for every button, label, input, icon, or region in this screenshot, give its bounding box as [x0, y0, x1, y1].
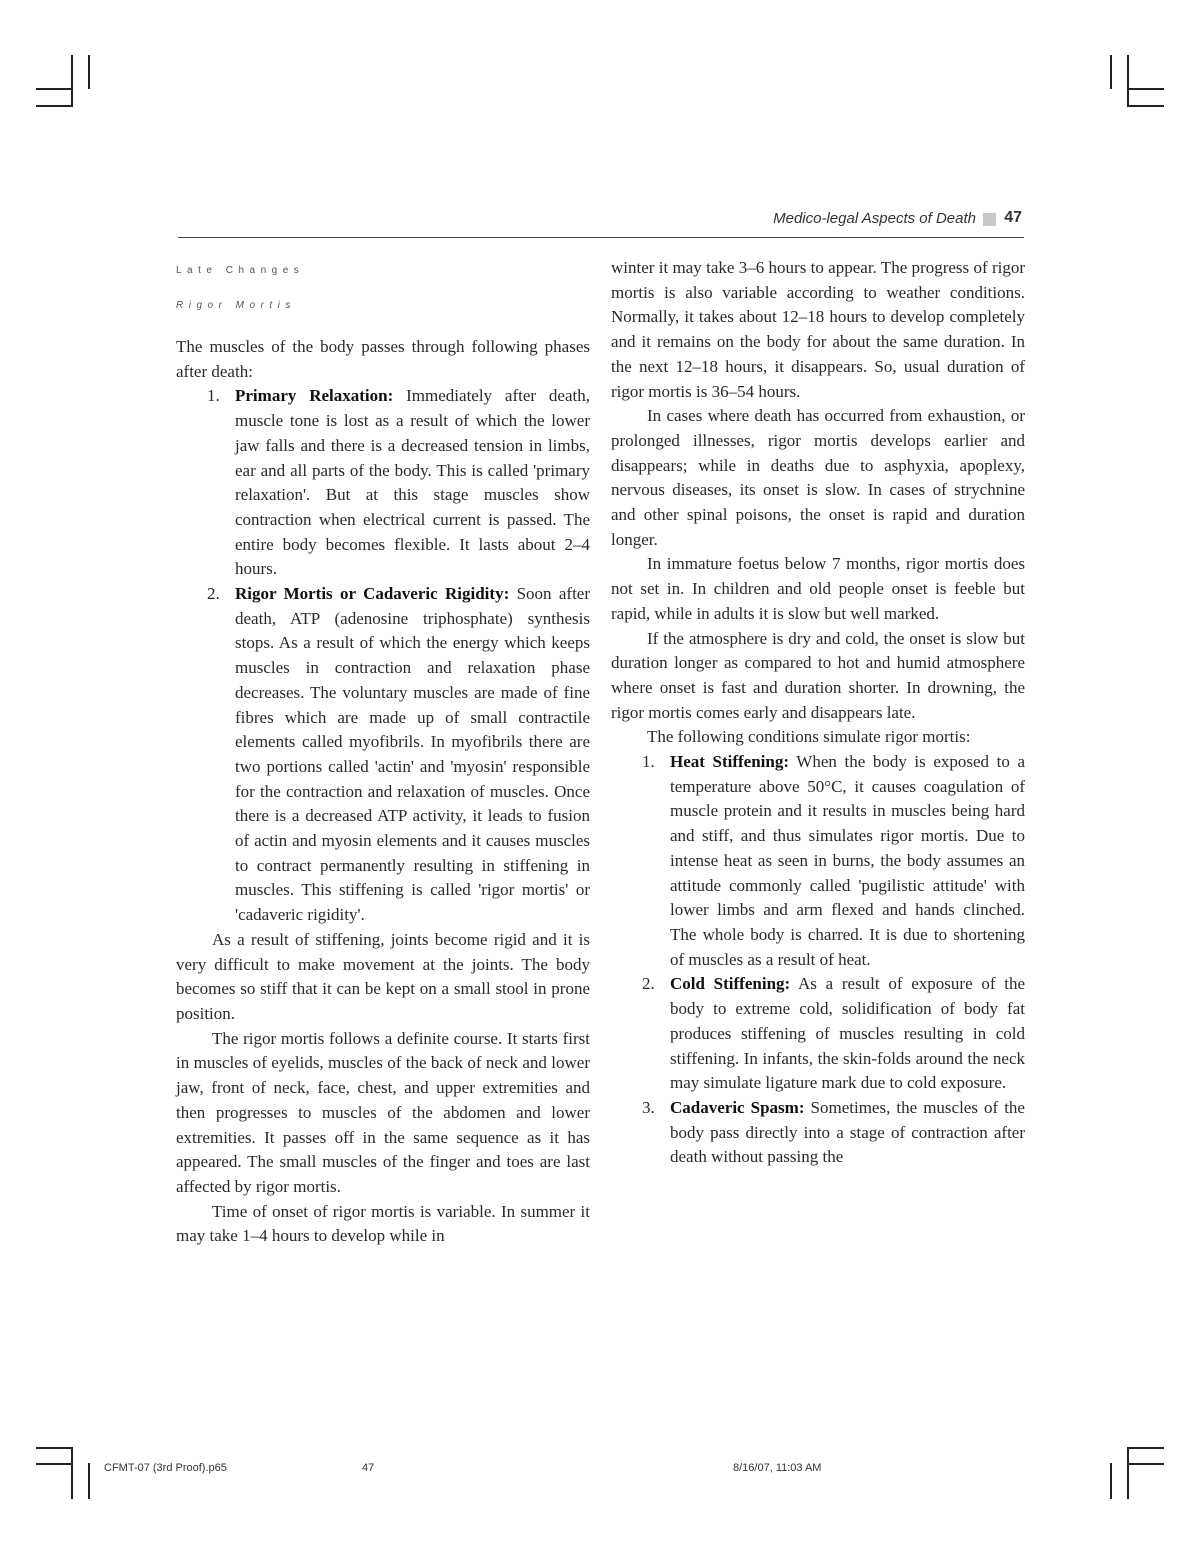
header-page-number: 47 [1004, 209, 1022, 226]
crop-mark [71, 55, 73, 107]
list-item [642, 1096, 1025, 1170]
crop-mark [1128, 105, 1164, 107]
phases-list [176, 384, 590, 927]
list-text: Soon after death, ATP (adenosine triphosphate) synthesis stops. As a result of which the energy which keeps muscles in contraction and relaxation phase decreases. The voluntary muscles are made of fine fibres which are made up of small contractile elements called myofibrils. In myofibrils there are two portions called 'actin' and 'myosin' responsible for the contraction and relaxation of muscles. Once there is a decreased ATP activity, it leads to fusion of actin and myosin elements and it causes muscles to contract permanently resulting in stiffening in muscles. This stiffening is called 'rigor mortis' or 'cadaveric rigidity'. [235, 584, 590, 925]
list-term: Cold Stiffening: [670, 974, 791, 994]
list-term: Heat Stiffening: [670, 752, 790, 772]
list-number: 1. [642, 752, 655, 772]
crop-mark [71, 1447, 73, 1499]
crop-mark [1127, 55, 1129, 107]
body-paragraph: If the atmosphere is dry and cold, the onset is slow but duration longer as compared to hot and humid atmosphere where onset is fast and duration shorter. In drowning, the rigor mortis comes early and disappears late. [611, 628, 1025, 722]
crop-mark [1128, 88, 1164, 90]
body-paragraph: In immature foetus below 7 months, rigor mortis does not set in. In children and old people onset is feeble but rapid, while in adults it is slow but well marked. [611, 554, 1025, 623]
left-column [176, 256, 590, 1249]
crop-mark [36, 1447, 72, 1449]
right-column [611, 256, 1025, 1170]
body-paragraph: The rigor mortis follows a definite course. It starts first in muscles of eyelids, muscles of the back of neck and lower jaw, front of neck, face, chest, and upper extremities and then progresses to muscles of the abdomen and lower extremities. It passes off in the same sequence as it has appeared. The small muscles of the finger and toes are last affected by rigor mortis. [176, 1028, 590, 1196]
crop-mark [1110, 1463, 1112, 1499]
list-term: Primary Relaxation: [235, 386, 394, 406]
section-heading: Late Changes [176, 265, 305, 276]
footer-filename: CFMT-07 (3rd Proof).p65 [104, 1462, 227, 1474]
list-number: 2. [642, 974, 655, 994]
simulating-conditions-list [611, 750, 1025, 1170]
crop-mark [1127, 1447, 1129, 1499]
footer-page: 47 [362, 1462, 375, 1474]
footer-timestamp: 8/16/07, 11:03 AM [733, 1462, 822, 1474]
list-number: 3. [642, 1097, 655, 1117]
crop-mark [36, 105, 72, 107]
list-text: As a result of exposure of the body to extreme cold, solidification of body fat produces stiffening of muscles resulting in cold stiffening. In infants, the skin-folds around the neck may simulate ligature mark due to cold exposure. [670, 974, 1025, 1093]
body-paragraph: As a result of stiffening, joints become rigid and it is very difficult to make movement at the joints. The body becomes so stiff that it can be kept on a small stool in prone position. [176, 929, 590, 1023]
body-paragraph: Time of onset of rigor mortis is variable. In summer it may take 1–4 hours to develop while in [176, 1201, 590, 1246]
body-paragraph: winter it may take 3–6 hours to appear. The progress of rigor mortis is also variable according to weather conditions. Normally, it takes about 12–18 hours to develop completely and it remains on the body for about the same duration. In the next 12–18 hours, it disappears. So, usual duration of rigor mortis is 36–54 hours. [611, 258, 1025, 401]
crop-mark [88, 55, 90, 89]
body-paragraph: In cases where death has occurred from exhaustion, or prolonged illnesses, rigor mortis develops earlier and disappears; while in deaths due to asphyxia, apoplexy, nervous diseases, its onset is slow. In cases of strychnine and other spinal poisons, the onset is rapid and duration longer. [611, 406, 1025, 549]
crop-mark [1128, 1463, 1164, 1465]
header-rule [178, 237, 1024, 238]
crop-mark [36, 1463, 72, 1465]
list-term: Rigor Mortis or Cadaveric Rigidity: [235, 584, 510, 604]
list-item [207, 582, 590, 928]
crop-mark [88, 1463, 90, 1499]
body-paragraph: The following conditions simulate rigor mortis: [647, 727, 971, 747]
crop-mark [1128, 1447, 1164, 1449]
crop-mark [1110, 55, 1112, 89]
list-number: 2. [207, 584, 220, 604]
list-term: Cadaveric Spasm: [670, 1097, 805, 1117]
list-text: When the body is exposed to a temperature above 50°C, it causes coagulation of muscle protein and it results in muscles being hard and stiff, and thus simulates rigor mortis. Due to intense heat as seen in burns, the body assumes an attitude commonly called 'pugilistic attitude' with lower limbs and arm flexed and hands clinched. The whole body is charred. It is due to shortening of muscles as a result of heat. [670, 752, 1025, 969]
list-item [207, 384, 590, 582]
list-text: Sometimes, the muscles of the body pass directly into a stage of contraction after death without passing the [670, 1097, 1025, 1167]
list-item [642, 972, 1025, 1096]
list-item [642, 750, 1025, 972]
list-text: Immediately after death, muscle tone is lost as a result of which the lower jaw falls and there is a decreased tension in limbs, ear and all parts of the body. This is called 'primary relaxation'. But at this stage muscles show contraction when electrical current is passed. The entire body becomes flexible. It lasts about 2–4 hours. [235, 386, 590, 579]
running-header [178, 208, 1024, 232]
list-number: 1. [207, 386, 220, 406]
crop-mark [36, 88, 72, 90]
subsection-heading: Rigor Mortis [176, 300, 296, 311]
header-square-icon [983, 213, 996, 226]
header-title: Medico-legal Aspects of Death [773, 210, 976, 227]
intro-paragraph: The muscles of the body passes through following phases after death: [176, 337, 590, 381]
